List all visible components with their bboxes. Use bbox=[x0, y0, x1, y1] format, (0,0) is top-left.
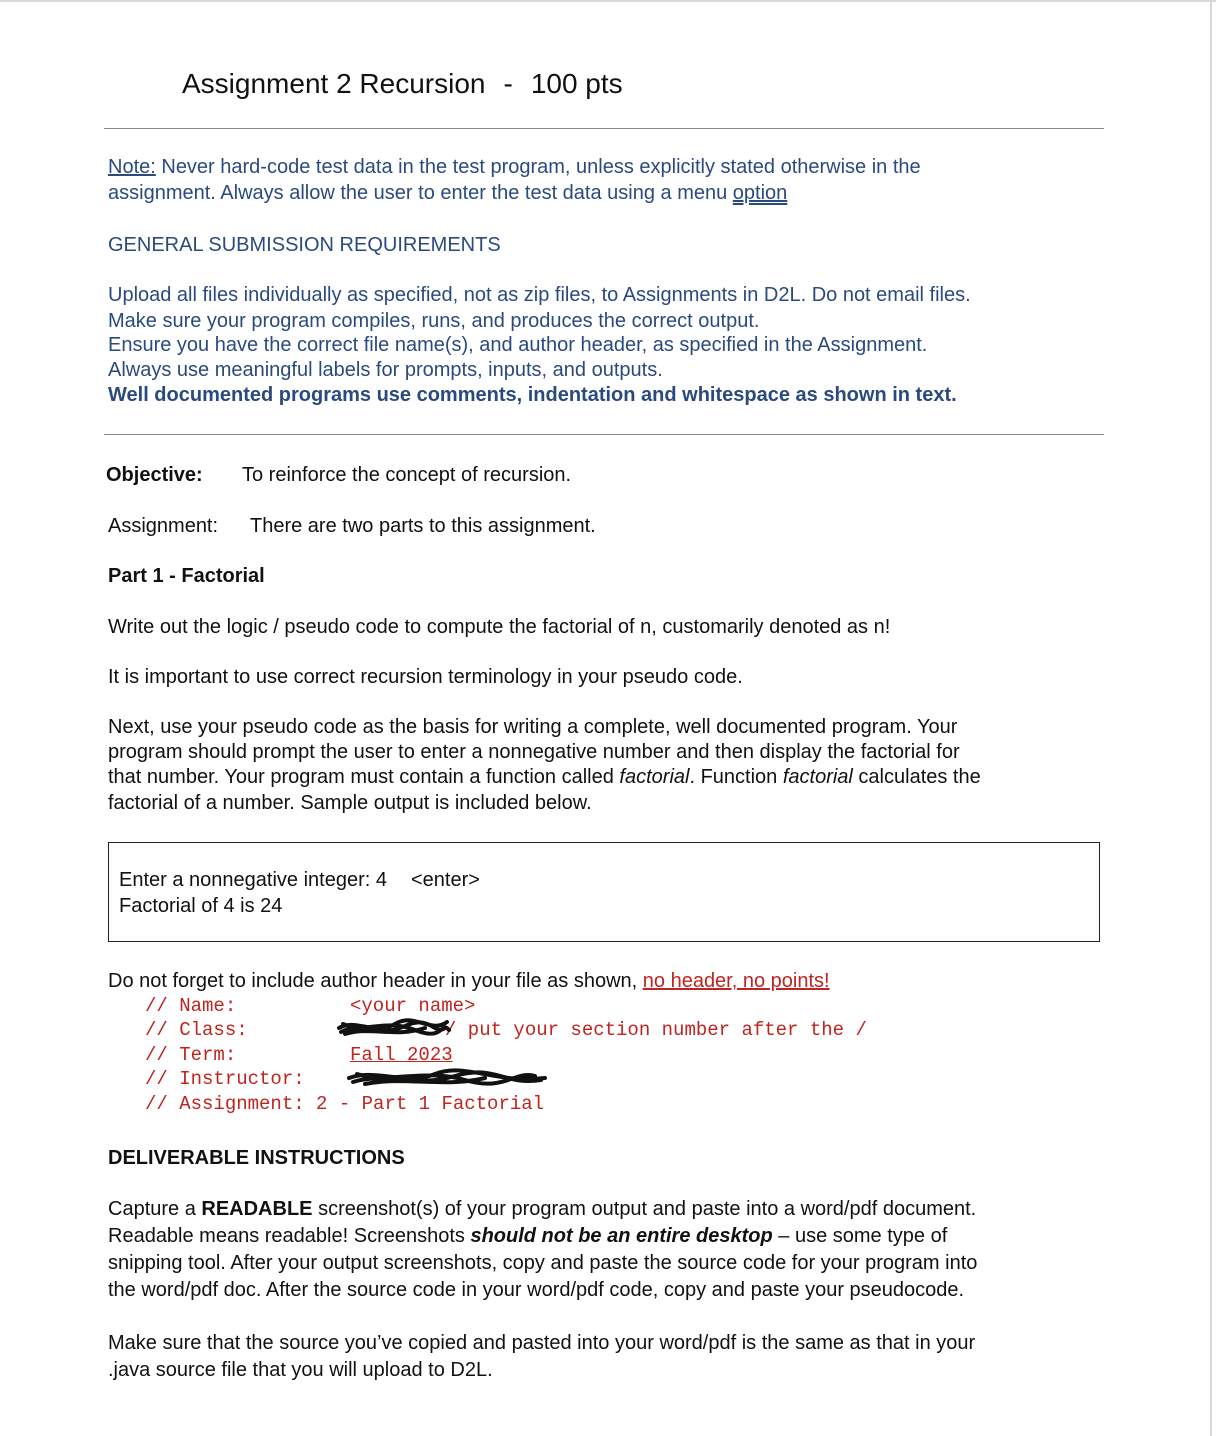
p3-text-a: that number. Your program must contain a function called bbox=[108, 766, 620, 788]
page-right-border bbox=[1210, 0, 1212, 1436]
header-note-warning: no header, no points! bbox=[642, 970, 830, 992]
sample-line-2: Factorial of 4 is 24 bbox=[119, 895, 283, 917]
del-l1-c: screenshot(s) of your program output and paste into a word/pdf document. bbox=[312, 1198, 977, 1220]
del-l1-bold: READABLE bbox=[201, 1198, 313, 1220]
part1-p3-line3 bbox=[108, 765, 981, 790]
deliverable-heading: DELIVERABLE INSTRUCTIONS bbox=[108, 1147, 405, 1169]
assignment-text: There are two parts to this assignment. bbox=[250, 515, 596, 537]
part1-heading: Part 1 - Factorial bbox=[108, 565, 265, 587]
part1-p3-line2: program should prompt the user to enter a nonnegative number and then display the factorial for bbox=[108, 741, 960, 763]
deliverable-p2-line-2: .java source file that you will upload to D2L. bbox=[108, 1359, 493, 1381]
sample-enter: <enter> bbox=[410, 869, 480, 891]
del-l2-bolditalic: should not be an entire desktop bbox=[470, 1225, 773, 1247]
del-l1-a: Capture a bbox=[108, 1198, 202, 1220]
code-instructor-label: // Instructor: bbox=[145, 1068, 305, 1090]
part1-p3-line4: factorial of a number. Sample output is included below. bbox=[108, 792, 592, 814]
title-name: Assignment 2 Recursion bbox=[182, 68, 486, 99]
part1-p3-line1: Next, use your pseudo code as the basis for writing a complete, well documented program. Your bbox=[108, 716, 958, 738]
note-text-2: assignment. Always allow the user to enter the test data using a menu bbox=[108, 182, 733, 204]
sample-output-box bbox=[108, 842, 1100, 942]
deliverable-line-4: the word/pdf doc. After the source code in your word/pdf code, copy and paste your pseudocode. bbox=[108, 1279, 965, 1301]
general-line-2: Make sure your program compiles, runs, and produces the correct output. bbox=[108, 310, 760, 332]
note-label: Note: bbox=[108, 156, 156, 178]
page-top-border bbox=[0, 0, 1216, 2]
code-class-value: / put your section number after the / bbox=[445, 1019, 867, 1041]
note-line-2 bbox=[108, 181, 787, 206]
deliverable-p2-line-1: Make sure that the source you’ve copied and pasted into your word/pdf is the same as that in your bbox=[108, 1332, 976, 1354]
code-term-label: // Term: bbox=[145, 1044, 237, 1066]
p3-italic-1: factorial bbox=[619, 766, 690, 788]
title-points: 100 pts bbox=[530, 68, 623, 99]
sample-line-1 bbox=[119, 869, 480, 892]
page-title bbox=[182, 68, 623, 100]
sample-prompt: Enter a nonnegative integer: 4 bbox=[119, 869, 387, 891]
header-note bbox=[108, 969, 830, 994]
p3-text-b: . Function bbox=[689, 766, 783, 788]
objective-label: Objective: bbox=[106, 464, 203, 486]
instructor-redaction-scribble bbox=[345, 1064, 550, 1092]
title-dash: - bbox=[503, 68, 513, 99]
objective-text: To reinforce the concept of recursion. bbox=[242, 464, 572, 486]
deliverable-line-2 bbox=[108, 1224, 947, 1249]
code-term-value: Fall 2023 bbox=[350, 1044, 453, 1066]
del-l2-c: – use some type of bbox=[772, 1225, 948, 1247]
p3-italic-2: factorial bbox=[782, 766, 853, 788]
assignment-label: Assignment: bbox=[108, 515, 219, 537]
note-line-1 bbox=[108, 155, 921, 180]
part1-p1: Write out the logic / pseudo code to compute the factorial of n, customarily denoted as n! bbox=[108, 616, 891, 638]
general-bold-line: Well documented programs use comments, indentation and whitespace as shown in text. bbox=[108, 384, 957, 406]
header-note-text: Do not forget to include author header in your file as shown, bbox=[108, 970, 643, 992]
code-assignment-line: // Assignment: 2 - Part 1 Factorial bbox=[145, 1093, 545, 1115]
general-heading: GENERAL SUBMISSION REQUIREMENTS bbox=[108, 234, 501, 256]
deliverable-line-1 bbox=[108, 1197, 976, 1222]
divider-top bbox=[104, 128, 1104, 129]
note-text-1: Never hard-code test data in the test program, unless explicitly stated otherwise in the bbox=[155, 156, 921, 178]
deliverable-line-3: snipping tool. After your output screenshots, copy and paste the source code for your program into bbox=[108, 1252, 978, 1274]
code-name-value: <your name> bbox=[350, 995, 476, 1017]
p3-text-c: calculates the bbox=[852, 766, 981, 788]
option-link[interactable]: option bbox=[732, 182, 788, 204]
divider-mid bbox=[104, 434, 1104, 435]
code-name-label: // Name: bbox=[145, 995, 237, 1017]
part1-p2: It is important to use correct recursion terminology in your pseudo code. bbox=[108, 666, 743, 688]
class-redaction-scribble bbox=[335, 1016, 453, 1040]
general-line-1: Upload all files individually as specified, not as zip files, to Assignments in D2L. Do not email files. bbox=[108, 284, 971, 306]
general-line-4: Always use meaningful labels for prompts, inputs, and outputs. bbox=[108, 359, 663, 381]
del-l2-a: Readable means readable! Screenshots bbox=[108, 1225, 471, 1247]
code-class-label: // Class: bbox=[145, 1019, 248, 1041]
general-line-3: Ensure you have the correct file name(s), and author header, as specified in the Assignment. bbox=[108, 334, 928, 356]
